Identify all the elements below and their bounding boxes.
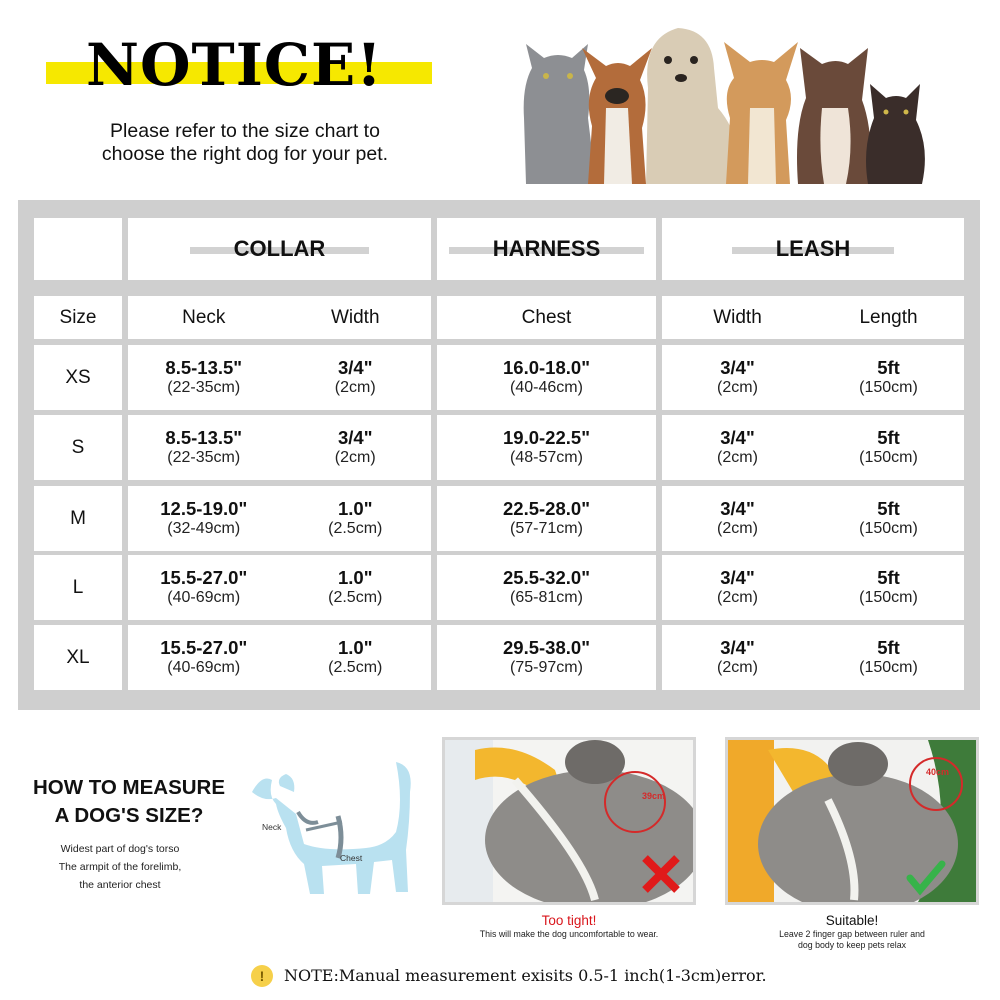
collar-column-headers	[128, 296, 431, 339]
collar-width-value: 1.0" (2.5cm)	[328, 497, 383, 537]
collar-group-header: COLLAR	[128, 218, 431, 280]
leash-width-value: 3/4" (2cm)	[717, 497, 758, 537]
chest-label: Chest	[340, 853, 363, 863]
suitable-caption-text: Leave 2 finger gap between ruler and dog body to keep pets relax	[779, 929, 925, 950]
length-column-header: Length	[859, 306, 918, 328]
length-value: 5ft (150cm)	[859, 426, 918, 466]
length-value: 5ft (150cm)	[859, 356, 918, 396]
chihuahua-image	[724, 42, 798, 184]
chest-column-header: Chest	[437, 296, 656, 339]
harness-cell	[437, 415, 656, 480]
length-value: 5ft (150cm)	[859, 497, 918, 537]
harness-cell	[437, 625, 656, 690]
neck-column-header: Neck	[182, 306, 226, 328]
too-tight-caption-text: This will make the dog uncomfortable to wear.	[479, 929, 659, 939]
leash-width-value: 3/4" (2cm)	[717, 356, 758, 396]
how-to-measure-title: HOW TO MEASURE A DOG'S SIZE?	[32, 776, 226, 827]
black-cat-image	[866, 84, 925, 184]
collar-cell	[128, 345, 431, 410]
leash-cell	[662, 486, 964, 551]
size-column-header: Size	[34, 296, 122, 339]
terrier-image	[646, 28, 739, 184]
chest-value: 22.5-28.0" (57-71cm)	[503, 497, 590, 537]
suitable-caption-title: Suitable!	[825, 913, 879, 928]
collar-cell	[128, 486, 431, 551]
harness-cell	[437, 486, 656, 551]
neck-value: 15.5-27.0" (40-69cm)	[160, 636, 248, 676]
harness-group-header: HARNESS	[437, 218, 656, 280]
collar-width-value: 1.0" (2.5cm)	[328, 636, 383, 676]
length-value: 5ft (150cm)	[859, 566, 918, 606]
neck-value: 8.5-13.5" (22-35cm)	[165, 426, 243, 466]
tape-reading-right: 40cm	[926, 767, 950, 777]
neck-value: 12.5-19.0" (32-49cm)	[160, 497, 248, 537]
leash-cell	[662, 555, 964, 620]
corner-cell	[34, 218, 122, 280]
collar-cell	[128, 415, 431, 480]
size-cell: XS	[34, 345, 122, 410]
leash-column-headers	[662, 296, 964, 339]
size-cell: XL	[34, 625, 122, 690]
grey-cat-image	[524, 44, 596, 184]
length-value: 5ft (150cm)	[859, 636, 918, 676]
exclamation-icon: !	[251, 965, 273, 987]
leash-width-column-header: Width	[713, 306, 762, 328]
leash-width-value: 3/4" (2cm)	[717, 636, 758, 676]
leash-width-value: 3/4" (2cm)	[717, 426, 758, 466]
notice-subtitle: Please refer to the size chart to choose the right dog for your pet.	[101, 120, 389, 165]
chest-value: 29.5-38.0" (75-97cm)	[503, 636, 590, 676]
size-chart-table	[18, 200, 980, 710]
harness-cell	[437, 555, 656, 620]
chest-value: 25.5-32.0" (65-81cm)	[503, 566, 590, 606]
neck-value: 8.5-13.5" (22-35cm)	[165, 356, 243, 396]
chest-value: 19.0-22.5" (48-57cm)	[503, 426, 590, 466]
collar-width-value: 3/4" (2cm)	[334, 356, 376, 396]
collar-width-column-header: Width	[330, 306, 380, 328]
leash-cell	[662, 625, 964, 690]
too-tight-photo	[442, 737, 696, 905]
leash-group-header: LEASH	[662, 218, 964, 280]
size-cell: M	[34, 486, 122, 551]
collar-cell	[128, 625, 431, 690]
leash-cell	[662, 415, 964, 480]
pets-photo	[518, 8, 954, 188]
harness-cell	[437, 345, 656, 410]
tape-reading-left: 39cm	[642, 791, 666, 801]
chest-value: 16.0-18.0" (40-46cm)	[503, 356, 590, 396]
suitable-photo	[725, 737, 979, 905]
longhair-chihuahua-image	[797, 48, 871, 184]
measurement-note: NOTE:Manual measurement exisits 0.5-1 inch(1-3cm)error.	[284, 966, 767, 985]
leash-cell	[662, 345, 964, 410]
leash-width-value: 3/4" (2cm)	[717, 566, 758, 606]
notice-title: NOTICE!	[86, 31, 383, 99]
french-bulldog-image	[582, 48, 652, 184]
size-cell: S	[34, 415, 122, 480]
collar-width-value: 1.0" (2.5cm)	[328, 566, 383, 606]
neck-label: Neck	[262, 822, 282, 832]
how-to-measure-notes: Widest part of dog's torso The armpit of the forelimb, the anterior chest	[58, 843, 182, 891]
collar-cell	[128, 555, 431, 620]
neck-value: 15.5-27.0" (40-69cm)	[160, 566, 248, 606]
collar-width-value: 3/4" (2cm)	[334, 426, 376, 466]
size-cell: L	[34, 555, 122, 620]
too-tight-caption-title: Too tight!	[541, 913, 597, 928]
